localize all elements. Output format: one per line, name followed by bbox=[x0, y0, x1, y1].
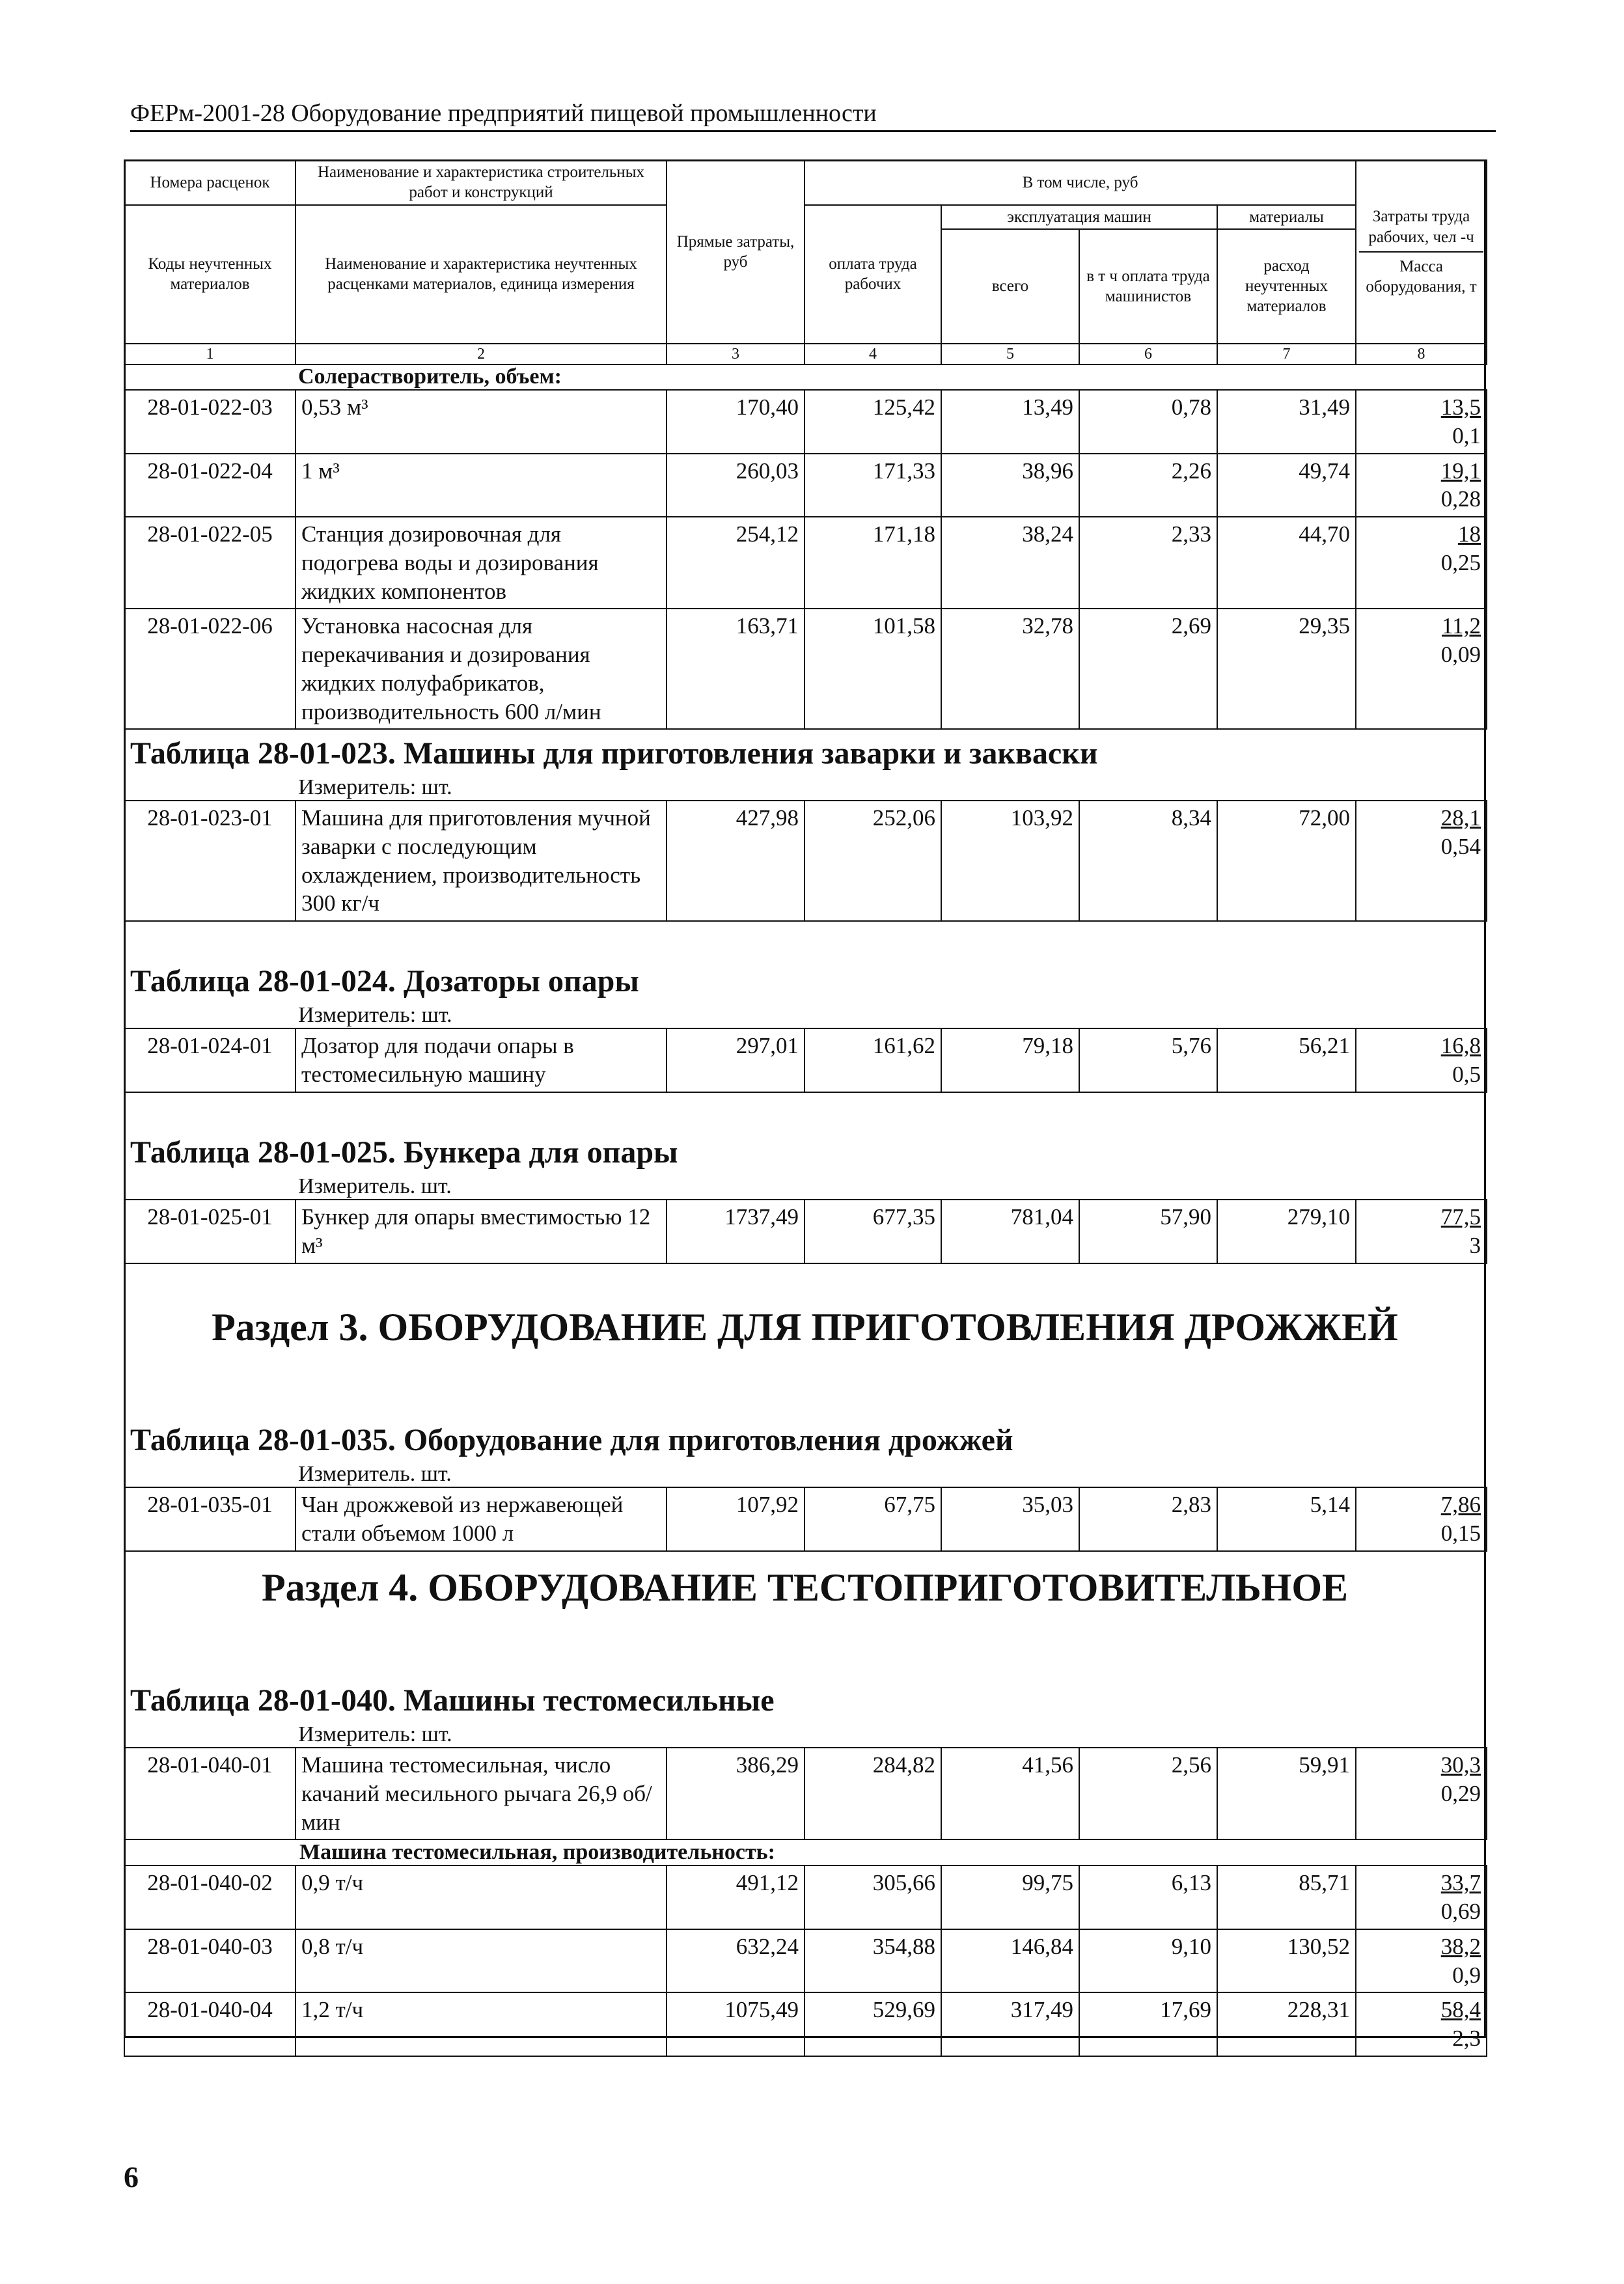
rate-name: Бункер для опары вместимостью 12 м³ bbox=[296, 1200, 667, 1263]
direct-costs: 170,40 bbox=[667, 390, 805, 454]
direct-costs: 163,71 bbox=[667, 609, 805, 729]
rate-code: 28-01-024-01 bbox=[124, 1028, 296, 1092]
wages: 101,58 bbox=[805, 609, 941, 729]
col-number: 3 bbox=[667, 344, 805, 365]
header-unaccounted-name: Наименование и характеристика неучтенных расценками материалов, единица измерения bbox=[296, 205, 667, 344]
wages: 677,35 bbox=[805, 1200, 941, 1263]
col-number: 7 bbox=[1217, 344, 1356, 365]
rate-name: Установка насосная для перекачивания и дозирования жидких полуфабрикатов, производительность 600 л/мин bbox=[296, 609, 667, 729]
direct-costs: 632,24 bbox=[667, 1929, 805, 1993]
rate-table bbox=[124, 389, 1487, 730]
header-incl-machinists: в т ч оплата труда машинистов bbox=[1079, 229, 1217, 344]
measure-label: Измеритель. шт. bbox=[298, 1462, 452, 1486]
block-t040 bbox=[124, 1683, 1486, 2057]
mass-value: 0,09 bbox=[1440, 642, 1481, 667]
direct-costs: 254,12 bbox=[667, 517, 805, 609]
rate-code: 28-01-025-01 bbox=[124, 1200, 296, 1263]
labor-value: 18 bbox=[1458, 521, 1481, 547]
table-row bbox=[124, 1865, 1487, 1929]
measure-label: Измеритель. шт. bbox=[298, 1174, 452, 1198]
machine-costs: 35,03 bbox=[941, 1487, 1079, 1551]
labor-mass-cell bbox=[1356, 1748, 1487, 1839]
rate-name: 1 м³ bbox=[296, 454, 667, 517]
rate-table bbox=[124, 1199, 1487, 1264]
machinist-wages: 2,83 bbox=[1079, 1487, 1217, 1551]
table-row bbox=[124, 1028, 1487, 1092]
materials-costs: 130,52 bbox=[1217, 1929, 1356, 1993]
machine-costs: 41,56 bbox=[941, 1748, 1079, 1839]
header-codes: Коды неучтенных материалов bbox=[124, 205, 296, 344]
rate-name: Машина тестомесильная, число качаний месильного рычага 26,9 об/мин bbox=[296, 1748, 667, 1839]
machine-costs: 38,96 bbox=[941, 454, 1079, 517]
subheading: Машина тестомесильная, производительность: bbox=[124, 1840, 1486, 1865]
labor-value: 11,2 bbox=[1442, 613, 1481, 639]
materials-costs: 279,10 bbox=[1217, 1200, 1356, 1263]
labor-mass-cell bbox=[1356, 390, 1487, 454]
machine-costs: 32,78 bbox=[941, 609, 1079, 729]
table-row bbox=[124, 1748, 1487, 1839]
labor-mass-cell bbox=[1356, 1200, 1487, 1263]
materials-costs: 49,74 bbox=[1217, 454, 1356, 517]
labor-mass-cell bbox=[1356, 517, 1487, 609]
table-title: Таблица 28-01-035. Оборудование для приготовления дрожжей bbox=[130, 1423, 1013, 1457]
machinist-wages: 57,90 bbox=[1079, 1200, 1217, 1263]
wages: 161,62 bbox=[805, 1028, 941, 1092]
header-direct-costs: Прямые затраты, руб bbox=[667, 160, 805, 344]
header-mass-text: Масса оборудования, т bbox=[1366, 257, 1477, 296]
block-t024 bbox=[124, 963, 1486, 1093]
block-t023 bbox=[124, 736, 1486, 922]
machine-costs: 317,49 bbox=[941, 1992, 1079, 2056]
measure-label: Измеритель: шт. bbox=[298, 775, 452, 799]
materials-costs: 44,70 bbox=[1217, 517, 1356, 609]
materials-costs: 228,31 bbox=[1217, 1992, 1356, 2056]
mass-value: 0,25 bbox=[1440, 549, 1481, 575]
labor-mass-cell bbox=[1356, 454, 1487, 517]
machinist-wages: 17,69 bbox=[1079, 1992, 1217, 2056]
machinist-wages: 8,34 bbox=[1079, 801, 1217, 921]
rate-code: 28-01-023-01 bbox=[124, 801, 296, 921]
rate-table bbox=[124, 1487, 1487, 1552]
rate-code: 28-01-022-03 bbox=[124, 390, 296, 454]
wages: 125,42 bbox=[805, 390, 941, 454]
table-row bbox=[124, 1200, 1487, 1263]
materials-costs: 72,00 bbox=[1217, 801, 1356, 921]
mass-value: 0,28 bbox=[1440, 486, 1481, 512]
mass-value: 0,69 bbox=[1440, 1899, 1481, 1924]
rate-name: Станция дозировочная для подогрева воды и дозирования жидких компонентов bbox=[296, 517, 667, 609]
block-section4 bbox=[124, 1565, 1486, 1610]
labor-value: 19,1 bbox=[1440, 458, 1481, 484]
col-number: 5 bbox=[941, 344, 1079, 365]
measure-label: Измеритель: шт. bbox=[298, 1003, 452, 1027]
header-materials-sub: расход неучтенных материалов bbox=[1217, 229, 1356, 344]
table-header bbox=[124, 159, 1487, 365]
table-row bbox=[124, 390, 1487, 454]
direct-costs: 1075,49 bbox=[667, 1992, 805, 2056]
machine-costs: 79,18 bbox=[941, 1028, 1079, 1092]
col-number: 1 bbox=[124, 344, 296, 365]
labor-value: 38,2 bbox=[1440, 1933, 1481, 1959]
machinist-wages: 2,26 bbox=[1079, 454, 1217, 517]
machine-costs: 146,84 bbox=[941, 1929, 1079, 1993]
wages: 171,33 bbox=[805, 454, 941, 517]
section-title: Раздел 4. ОБОРУДОВАНИЕ ТЕСТОПРИГОТОВИТЕЛЬНОЕ bbox=[261, 1566, 1349, 1609]
wages: 67,75 bbox=[805, 1487, 941, 1551]
labor-mass-cell bbox=[1356, 1992, 1487, 2056]
labor-value: 7,86 bbox=[1440, 1492, 1481, 1517]
table-title: Таблица 28-01-024. Дозаторы опары bbox=[130, 964, 639, 998]
labor-value: 13,5 bbox=[1440, 394, 1481, 420]
wages: 529,69 bbox=[805, 1992, 941, 2056]
rate-code: 28-01-022-04 bbox=[124, 454, 296, 517]
rate-code: 28-01-040-03 bbox=[124, 1929, 296, 1993]
mass-value: 0,54 bbox=[1440, 833, 1481, 859]
machinist-wages: 0,78 bbox=[1079, 390, 1217, 454]
rate-table bbox=[124, 1865, 1487, 2057]
block-t025 bbox=[124, 1135, 1486, 1264]
header-total: всего bbox=[941, 229, 1079, 344]
machine-costs: 103,92 bbox=[941, 801, 1079, 921]
labor-mass-cell bbox=[1356, 801, 1487, 921]
rate-code: 28-01-035-01 bbox=[124, 1487, 296, 1551]
wages: 354,88 bbox=[805, 1929, 941, 1993]
machine-costs: 99,75 bbox=[941, 1865, 1079, 1929]
direct-costs: 107,92 bbox=[667, 1487, 805, 1551]
table-row bbox=[124, 801, 1487, 921]
table-row bbox=[124, 1487, 1487, 1551]
table-title: Таблица 28-01-025. Бункера для опары bbox=[130, 1135, 678, 1170]
direct-costs: 427,98 bbox=[667, 801, 805, 921]
labor-value: 58,4 bbox=[1440, 1997, 1481, 2023]
labor-value: 16,8 bbox=[1440, 1033, 1481, 1058]
wages: 252,06 bbox=[805, 801, 941, 921]
machinist-wages: 9,10 bbox=[1079, 1929, 1217, 1993]
rate-name: 0,9 т/ч bbox=[296, 1865, 667, 1929]
materials-costs: 85,71 bbox=[1217, 1865, 1356, 1929]
materials-costs: 31,49 bbox=[1217, 390, 1356, 454]
machinist-wages: 2,33 bbox=[1079, 517, 1217, 609]
wages: 171,18 bbox=[805, 517, 941, 609]
machinist-wages: 5,76 bbox=[1079, 1028, 1217, 1092]
machine-costs: 781,04 bbox=[941, 1200, 1079, 1263]
rate-name: Чан дрожжевой из нержавеющей стали объемом 1000 л bbox=[296, 1487, 667, 1551]
rate-code: 28-01-022-06 bbox=[124, 609, 296, 729]
header-wages: оплата труда рабочих bbox=[805, 205, 941, 344]
rate-table bbox=[124, 1028, 1487, 1093]
col-number: 2 bbox=[296, 344, 667, 365]
rate-table bbox=[124, 1747, 1487, 1840]
labor-mass-cell bbox=[1356, 1929, 1487, 1993]
direct-costs: 1737,49 bbox=[667, 1200, 805, 1263]
direct-costs: 297,01 bbox=[667, 1028, 805, 1092]
labor-mass-cell bbox=[1356, 1865, 1487, 1929]
direct-costs: 491,12 bbox=[667, 1865, 805, 1929]
table-row bbox=[124, 1992, 1487, 2056]
machinist-wages: 2,56 bbox=[1079, 1748, 1217, 1839]
table-title: Таблица 28-01-023. Машины для приготовления заварки и закваски bbox=[130, 736, 1098, 771]
mass-value: 0,29 bbox=[1440, 1780, 1481, 1806]
rate-name: 1,2 т/ч bbox=[296, 1992, 667, 2056]
table-row bbox=[124, 609, 1487, 729]
rate-name: 0,8 т/ч bbox=[296, 1929, 667, 1993]
rate-name: Дозатор для подачи опары в тестомесильную машину bbox=[296, 1028, 667, 1092]
page-title: ФЕРм-2001-28 Оборудование предприятий пищевой промышленности bbox=[130, 99, 1496, 132]
wages: 284,82 bbox=[805, 1748, 941, 1839]
labor-value: 28,1 bbox=[1440, 805, 1481, 831]
rate-code: 28-01-040-01 bbox=[124, 1748, 296, 1839]
header-labor-text: Затраты труда рабочих, чел -ч bbox=[1359, 206, 1483, 253]
header-rate-numbers: Номера расценок bbox=[124, 160, 296, 205]
labor-mass-cell bbox=[1356, 1487, 1487, 1551]
direct-costs: 260,03 bbox=[667, 454, 805, 517]
block-soleravtvoritel bbox=[124, 365, 1486, 730]
labor-mass-cell bbox=[1356, 609, 1487, 729]
mass-value: 0,9 bbox=[1452, 1962, 1481, 1988]
mass-value: 0,5 bbox=[1452, 1061, 1481, 1087]
col-number: 4 bbox=[805, 344, 941, 365]
page-number: 6 bbox=[124, 2160, 139, 2194]
header-materials: материалы bbox=[1217, 205, 1356, 229]
block-section3 bbox=[124, 1305, 1486, 1350]
header-labor bbox=[1356, 160, 1487, 344]
block-t035 bbox=[124, 1422, 1486, 1552]
table-title: Таблица 28-01-040. Машины тестомесильные bbox=[130, 1683, 775, 1718]
machinist-wages: 2,69 bbox=[1079, 609, 1217, 729]
table-row bbox=[124, 1929, 1487, 1993]
machine-costs: 13,49 bbox=[941, 390, 1079, 454]
labor-value: 30,3 bbox=[1440, 1752, 1481, 1778]
labor-value: 77,5 bbox=[1440, 1204, 1481, 1230]
rate-code: 28-01-040-02 bbox=[124, 1865, 296, 1929]
labor-mass-cell bbox=[1356, 1028, 1487, 1092]
rate-table bbox=[124, 800, 1487, 922]
subheading: Солерастворитель, объем: bbox=[298, 365, 562, 389]
materials-costs: 29,35 bbox=[1217, 609, 1356, 729]
wages: 305,66 bbox=[805, 1865, 941, 1929]
labor-value: 33,7 bbox=[1440, 1870, 1481, 1896]
mass-value: 0,1 bbox=[1452, 422, 1481, 448]
mass-value: 0,15 bbox=[1440, 1520, 1481, 1546]
table-row bbox=[124, 454, 1487, 517]
rate-name: Машина для приготовления мучной заварки с последующим охлаждением, производительность 300 кг/ч bbox=[296, 801, 667, 921]
machinist-wages: 6,13 bbox=[1079, 1865, 1217, 1929]
machine-costs: 38,24 bbox=[941, 517, 1079, 609]
materials-costs: 5,14 bbox=[1217, 1487, 1356, 1551]
rate-code: 28-01-040-04 bbox=[124, 1992, 296, 2056]
rate-name: 0,53 м³ bbox=[296, 390, 667, 454]
header-work-name: Наименование и характеристика строительных работ и конструкций bbox=[296, 160, 667, 205]
col-number: 6 bbox=[1079, 344, 1217, 365]
table-row bbox=[124, 517, 1487, 609]
col-number: 8 bbox=[1356, 344, 1487, 365]
direct-costs: 386,29 bbox=[667, 1748, 805, 1839]
measure-label: Измеритель: шт. bbox=[298, 1722, 452, 1746]
materials-costs: 56,21 bbox=[1217, 1028, 1356, 1092]
section-title: Раздел 3. ОБОРУДОВАНИЕ ДЛЯ ПРИГОТОВЛЕНИЯ ДРОЖЖЕЙ bbox=[212, 1306, 1398, 1349]
header-machine-operation: эксплуатация машин bbox=[941, 205, 1217, 229]
mass-value: 2,3 bbox=[1452, 2026, 1481, 2051]
rate-code: 28-01-022-05 bbox=[124, 517, 296, 609]
materials-costs: 59,91 bbox=[1217, 1748, 1356, 1839]
mass-value: 3 bbox=[1469, 1232, 1481, 1258]
header-including: В том числе, руб bbox=[805, 160, 1356, 205]
